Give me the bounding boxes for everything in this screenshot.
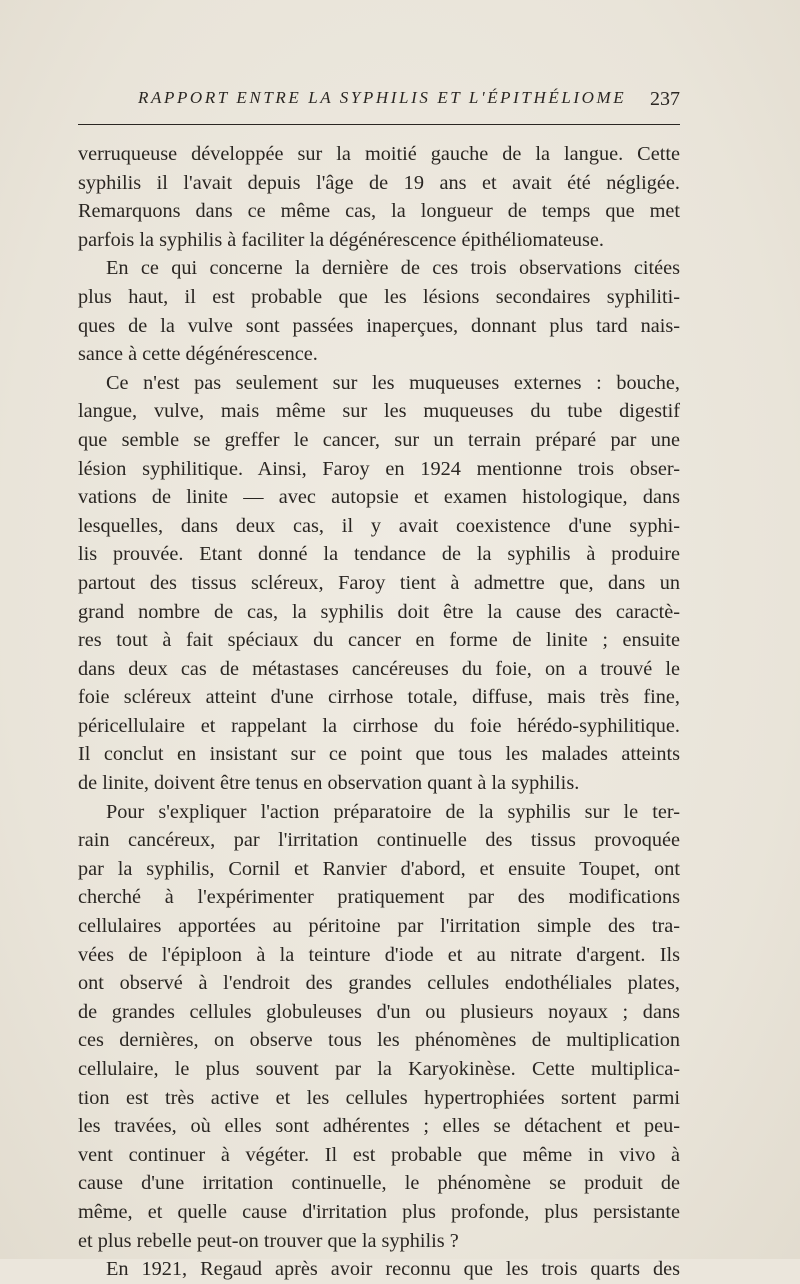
text-line: cherché à l'expérimenter pratiquement par des modifications [78, 886, 680, 909]
text-line: plus haut, il est probable que les lésions secondaires syphiliti- [78, 285, 680, 308]
body-text [78, 140, 680, 1284]
text-line: cause d'une irritation continuelle, le phénomène se produit de [78, 1172, 680, 1195]
text-line: même, et quelle cause d'irritation plus profonde, plus persistante [78, 1200, 680, 1223]
text-line: ques de la vulve sont passées inaperçues, donnant plus tard nais- [78, 314, 680, 337]
text-line: péricellulaire et rappelant la cirrhose du foie hérédo-syphilitique. [78, 714, 680, 737]
text-line: En ce qui concerne la dernière de ces trois observations citées [106, 257, 680, 280]
text-line: parfois la syphilis à faciliter la dégénérescence épithéliomateuse. [78, 228, 604, 251]
text-line: syphilis il l'avait depuis l'âge de 19 ans et avait été négligée. [78, 171, 680, 194]
text-line: langue, vulve, mais même sur les muqueuses du tube digestif [78, 400, 680, 423]
text-line: ces dernières, on observe tous les phénomènes de multiplication [78, 1029, 680, 1052]
text-line: res tout à fait spéciaux du cancer en forme de linite ; ensuite [78, 629, 680, 652]
text-line: que semble se greffer le cancer, sur un terrain préparé par une [78, 428, 680, 451]
text-line: ont observé à l'endroit des grandes cellules endothéliales plates, [78, 972, 680, 995]
text-line: En 1921, Regaud après avoir reconnu que les trois quarts des [106, 1258, 680, 1281]
text-line: lis prouvée. Etant donné la tendance de la syphilis à produire [78, 543, 680, 566]
text-line: foie scléreux atteint d'une cirrhose totale, diffuse, mais très fine, [78, 686, 680, 709]
text-line: sance à cette dégénérescence. [78, 343, 318, 366]
text-line: rain cancéreux, par l'irritation continuelle des tissus provoquée [78, 829, 680, 852]
text-line: cellulaire, le plus souvent par la Karyokinèse. Cette multiplica- [78, 1058, 680, 1080]
running-title: RAPPORT ENTRE LA SYPHILIS ET L'ÉPITHÉLIOME [138, 88, 627, 107]
text-line: de linite, doivent être tenus en observation quant à la syphilis. [78, 772, 580, 795]
text-line: vations de linite — avec autopsie et examen histologique, dans [78, 486, 680, 509]
text-line: partout des tissus scléreux, Faroy tient à admettre que, dans un [78, 571, 680, 594]
text-line: lesquelles, dans deux cas, il y avait coexistence d'une syphi- [78, 514, 680, 537]
page-header [78, 88, 680, 116]
text-line: les travées, où elles sont adhérentes ; elles se détachent et peu- [78, 1115, 680, 1138]
header-rule [78, 124, 680, 125]
text-line: verruqueuse développée sur la moitié gauche de la langue. Cette [78, 143, 680, 165]
text-line: de grandes cellules globuleuses d'un ou plusieurs noyaux ; dans [78, 1000, 680, 1023]
text-line: par la syphilis, Cornil et Ranvier d'abord, et ensuite Toupet, ont [78, 857, 680, 880]
text-line: lésion syphilitique. Ainsi, Faroy en 1924 mentionne trois obser- [78, 457, 680, 480]
text-line: et plus rebelle peut-on trouver que la syphilis ? [78, 1229, 459, 1252]
text-line: Il conclut en insistant sur ce point que tous les malades atteints [78, 743, 680, 766]
page-number: 237 [650, 88, 680, 110]
text-line: dans deux cas de métastases cancéreuses du foie, on a trouvé le [78, 657, 680, 680]
text-line: Ce n'est pas seulement sur les muqueuses externes : bouche, [106, 371, 680, 394]
text-line: vées de l'épiploon à la teinture d'iode et au nitrate d'argent. Ils [78, 943, 680, 966]
text-line: cellulaires apportées au péritoine par l'irritation simple des tra- [78, 915, 680, 938]
text-line: tion est très active et les cellules hypertrophiées sortent parmi [78, 1086, 680, 1109]
text-line: grand nombre de cas, la syphilis doit être la cause des caractè- [78, 600, 680, 623]
text-line: Pour s'expliquer l'action préparatoire de la syphilis sur le ter- [106, 800, 680, 823]
text-line: Remarquons dans ce même cas, la longueur de temps que met [78, 200, 680, 223]
text-line: vent continuer à végéter. Il est probable que même in vivo à [78, 1143, 680, 1166]
